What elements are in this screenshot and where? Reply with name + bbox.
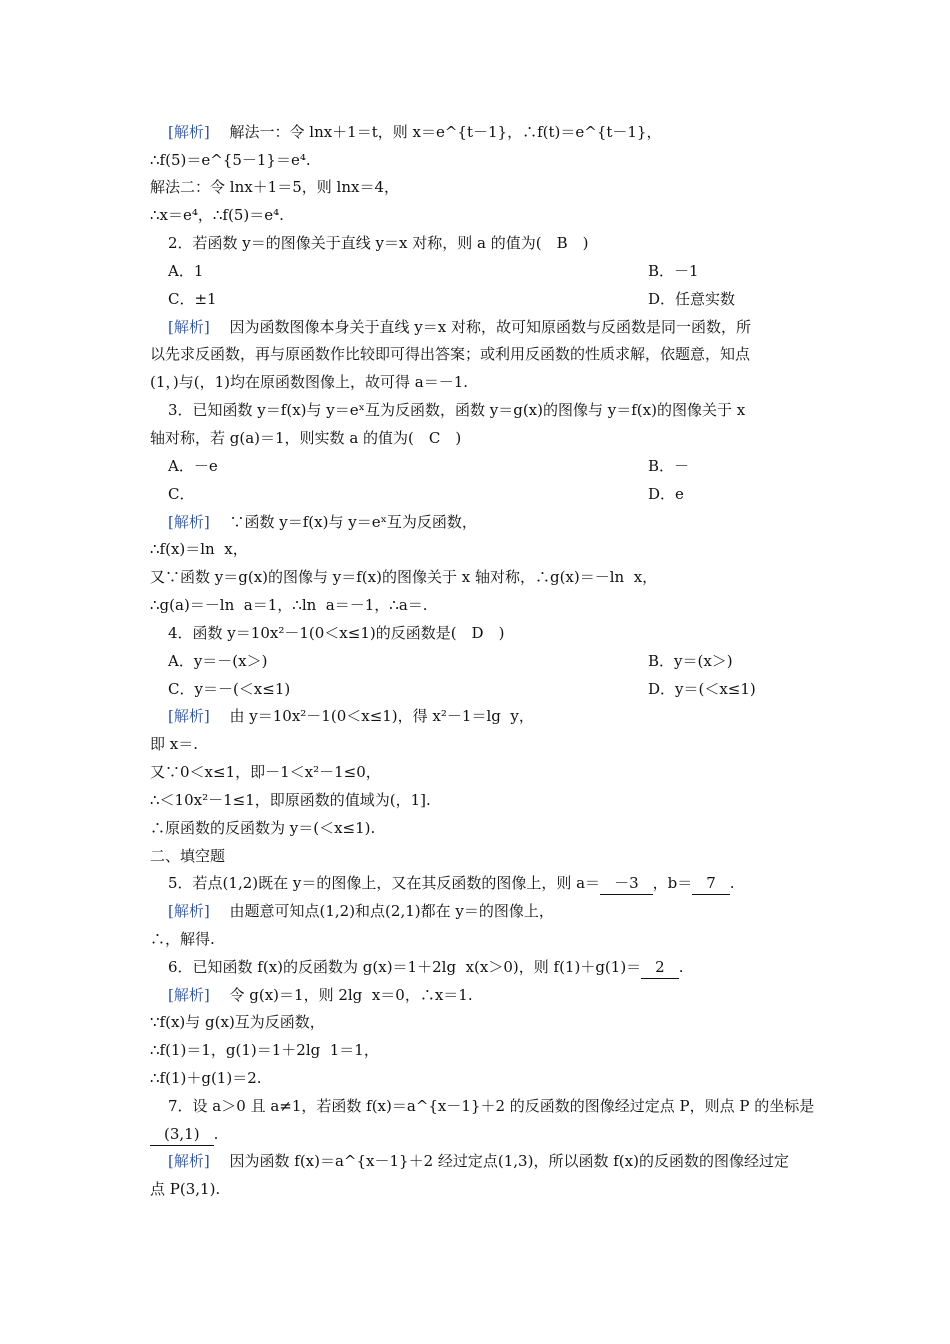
question-2: 2．若函数 y＝的图像关于直线 y＝x 对称，则 a 的值为( B ) bbox=[168, 234, 589, 252]
analysis-tag: [解析] bbox=[168, 318, 210, 336]
analysis-tag: [解析] bbox=[168, 1152, 210, 1170]
answer-blank: (3,1) bbox=[150, 1123, 214, 1146]
options-2-cd bbox=[168, 288, 816, 310]
options-2-ab bbox=[168, 260, 816, 282]
question-7: 7．设 a＞0 且 a≠1，若函数 f(x)＝a^{x－1}＋2 的反函数的图像经过定点 P，则点 P 的坐标是 bbox=[168, 1097, 815, 1115]
option-d: D．任意实数 bbox=[648, 290, 736, 308]
question-4: 4．函数 y＝10x²－1(0＜x≤1)的反函数是( D ) bbox=[168, 624, 505, 642]
analysis-3-line-2: ∴f(x)＝ln x， bbox=[150, 540, 248, 558]
analysis-7: [解析] 因为函数 f(x)＝a^{x－1}＋2 经过定点(1,3)，所以函数 f(x)的反函数的图像经过定 bbox=[168, 1152, 789, 1170]
analysis-5-line-2: ∴，解得. bbox=[150, 930, 215, 948]
analysis-tag: [解析] bbox=[168, 986, 210, 1004]
analysis-tag: [解析] bbox=[168, 902, 210, 920]
analysis-2-line-2: 以先求反函数，再与原函数作比较即可得出答案；或利用反函数的性质求解，依题意，知点 bbox=[150, 345, 751, 363]
analysis-4-line-5: ∴原函数的反函数为 y＝(＜x≤1). bbox=[150, 819, 376, 837]
answer-blank-a: －3 bbox=[600, 872, 653, 895]
line-2: ∴f(5)＝e^{5－1}＝e⁴. bbox=[150, 151, 311, 169]
options-4-ab bbox=[168, 650, 816, 672]
analysis-3-line-3: 又∵函数 y＝g(x)的图像与 y＝f(x)的图像关于 x 轴对称，∴g(x)＝－ln x， bbox=[150, 568, 658, 586]
line-3: 解法二：令 lnx＋1＝5，则 lnx＝4， bbox=[150, 178, 400, 196]
question-7-line-2: (3,1) . bbox=[150, 1123, 816, 1145]
analysis-4-line-3: 又∵0＜x≤1，即－1＜x²－1≤0， bbox=[150, 763, 381, 781]
analysis-3: [解析] ∵函数 y＝f(x)与 y＝eˣ互为反函数， bbox=[168, 513, 477, 531]
analysis-2: [解析] 因为函数图像本身关于直线 y＝x 对称，故可知原函数与反函数是同一函数，所 bbox=[168, 318, 751, 336]
option-b: B．－ bbox=[648, 457, 690, 475]
analysis-5: [解析] 由题意可知点(1,2)和点(2,1)都在 y＝的图像上， bbox=[168, 902, 554, 920]
question-3-line-2: 轴对称，若 g(a)＝1，则实数 a 的值为( C ) bbox=[150, 429, 462, 447]
option-a: A．1 bbox=[168, 262, 204, 280]
analysis-tag: [解析] bbox=[168, 707, 210, 725]
option-b: B．－1 bbox=[648, 262, 699, 280]
option-c: C． bbox=[168, 485, 195, 503]
question-3: 3．已知函数 y＝f(x)与 y＝eˣ互为反函数，函数 y＝g(x)的图像与 y＝f(x)的图像关于 x bbox=[168, 401, 746, 419]
answer-blank-b: 7 bbox=[692, 872, 730, 895]
analysis-4-line-4: ∴＜10x²－1≤1，即原函数的值域为(，1]. bbox=[150, 791, 431, 809]
answer-blank: 2 bbox=[641, 956, 679, 979]
option-c: C．±1 bbox=[168, 290, 217, 308]
options-3-ab bbox=[168, 455, 816, 477]
question-6: 6．已知函数 f(x)的反函数为 g(x)＝1＋2lg x(x＞0)，则 f(1)＋g(1)＝ 2 . bbox=[168, 956, 816, 978]
analysis-6-line-4: ∴f(1)＋g(1)＝2. bbox=[150, 1069, 262, 1087]
analysis-2-line-3: (1，)与(，1)均在原函数图像上，故可得 a＝－1. bbox=[150, 373, 469, 391]
question-5: 5．若点(1,2)既在 y＝的图像上，又在其反函数的图像上，则 a＝ －3 ，b＝ 7 . bbox=[168, 872, 816, 894]
line-4: ∴x＝e⁴，∴f(5)＝e⁴. bbox=[150, 206, 284, 224]
analysis-3-line-4: ∴g(a)＝－ln a＝1，∴ln a＝－1，∴a＝. bbox=[150, 596, 428, 614]
analysis-6-line-2: ∵f(x)与 g(x)互为反函数， bbox=[150, 1013, 325, 1031]
line-1: [解析] 解法一：令 lnx＋1＝t，则 x＝e^{t－1}，∴f(t)＝e^{t－1}， bbox=[168, 123, 662, 141]
analysis-4: [解析] 由 y＝10x²－1(0＜x≤1)，得 x²－1＝lg y， bbox=[168, 707, 534, 725]
options-4-cd bbox=[168, 678, 816, 700]
option-d: D．y＝(＜x≤1) bbox=[648, 680, 756, 698]
options-3-cd bbox=[168, 483, 816, 505]
option-d: D．e bbox=[648, 485, 684, 503]
analysis-tag: [解析] bbox=[168, 513, 210, 531]
analysis-tag: [解析] bbox=[168, 123, 210, 141]
analysis-7-line-2: 点 P(3,1). bbox=[150, 1180, 221, 1198]
analysis-6: [解析] 令 g(x)＝1，则 2lg x＝0，∴x＝1. bbox=[168, 986, 473, 1004]
option-c: C．y＝－(＜x≤1) bbox=[168, 680, 291, 698]
option-a: A．－e bbox=[168, 457, 218, 475]
analysis-4-line-2: 即 x＝. bbox=[150, 735, 198, 753]
option-b: B．y＝(x＞) bbox=[648, 652, 733, 670]
section-heading: 二、填空题 bbox=[150, 847, 226, 865]
option-a: A．y＝－(x＞) bbox=[168, 652, 268, 670]
analysis-6-line-3: ∴f(1)＝1，g(1)＝1＋2lg 1＝1， bbox=[150, 1041, 379, 1059]
